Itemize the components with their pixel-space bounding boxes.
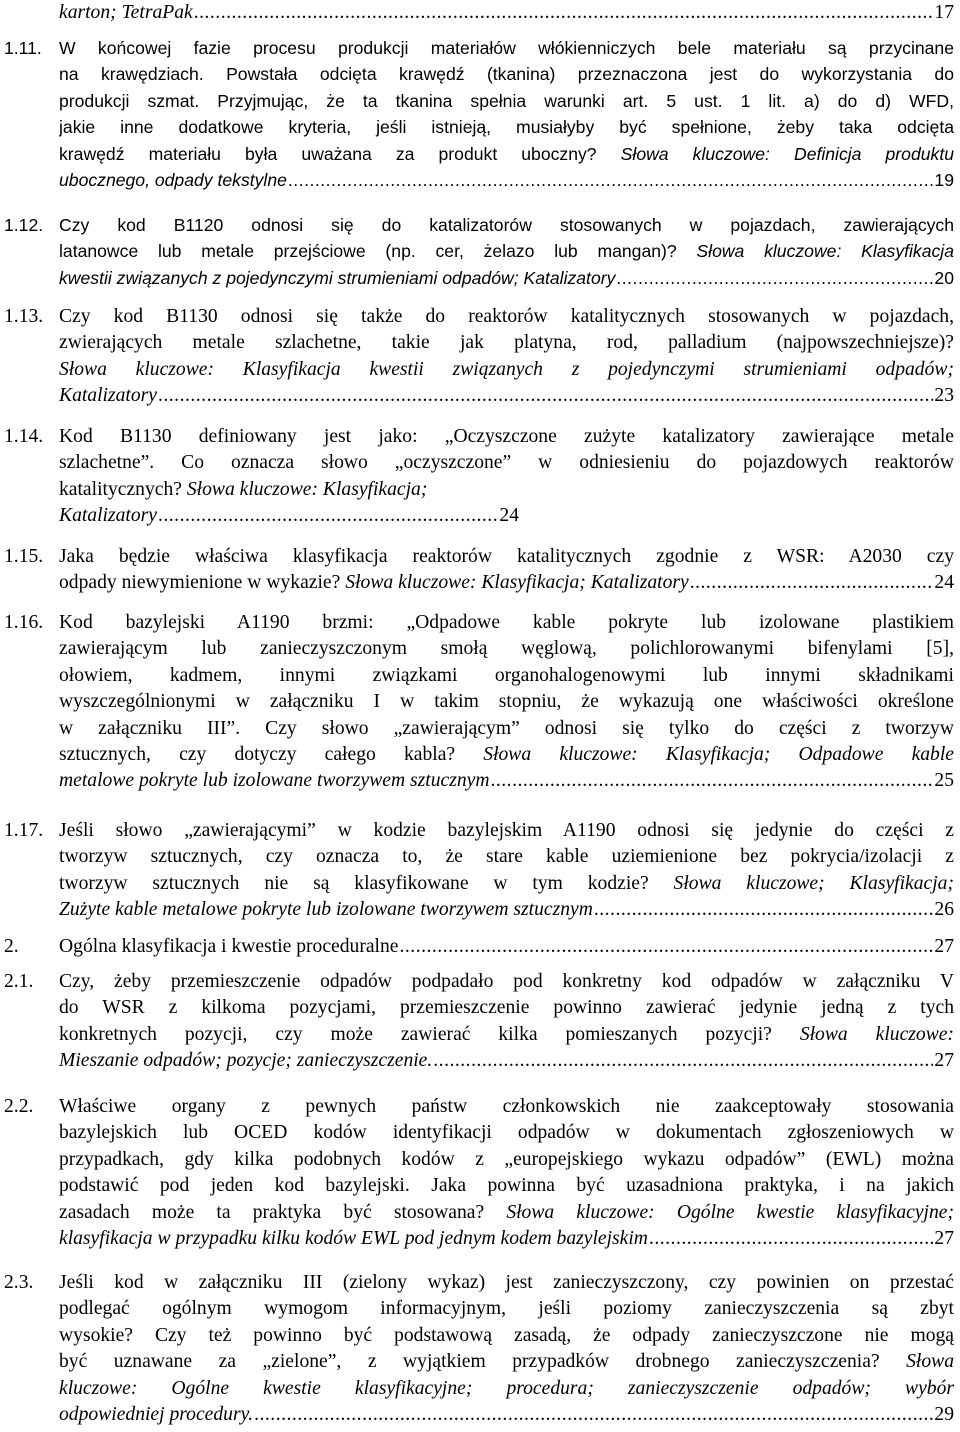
keywords-text: Słowa kluczowe: Klasyfikacja kwestii związanych z pojedynczymi strumieniami odpadów;: [59, 358, 954, 380]
toc-line: [59, 768, 954, 794]
page-number: 27: [934, 936, 954, 957]
keywords-text: Słowa kluczowe: Klasyfikacja;: [186, 478, 428, 500]
toc-line: [59, 1048, 954, 1074]
entry-text: katalitycznych?: [59, 478, 187, 500]
keywords-text: ubocznego, odpady tekstylne: [59, 169, 287, 190]
page-number: 25: [934, 770, 954, 792]
toc-line: [59, 167, 954, 193]
page-number: 27: [934, 1050, 954, 1072]
keywords-text: metalowe pokryte lub izolowane tworzywem sztucznym: [59, 770, 490, 792]
keywords-text: Katalizatory: [59, 385, 157, 407]
entry-line: do WSR z kilkoma pozycjami, przemieszczenie powinno zawierać jedynie jedną z tych: [59, 997, 954, 1019]
toc-line: [59, 1226, 954, 1252]
toc-line: [59, 1402, 954, 1428]
toc-line: [59, 383, 954, 409]
entry-text: być uznawane za „zielone”, z wyjątkiem przypadków drobnego zanieczyszczenia?: [59, 1351, 907, 1373]
toc-line: [59, 897, 954, 923]
section-number: 1.17.: [4, 820, 44, 841]
entry-line: tworzyw sztucznych, czy oznacza to, że stare kable uziemienione bez pokrycia/izolacji z: [59, 846, 954, 868]
entry-line: Czy, żeby przemieszczenie odpadów podpadało pod konkretny kod odpadów w załączniku V: [59, 971, 954, 992]
section-number: 2.: [4, 936, 19, 957]
dot-leader: [490, 768, 933, 794]
keywords-text: Katalizatory: [59, 505, 157, 527]
dot-leader: [433, 1048, 933, 1074]
entry-line: [59, 1022, 954, 1048]
keywords-text: Słowa kluczowe: Klasyfikacja: [696, 241, 954, 262]
entry-line: Kod B1130 definiowany jest jako: „Oczyszczone zużyte katalizatory zawierające metale: [59, 426, 954, 447]
page-number: 19: [934, 169, 954, 190]
entry-line: w załączniku III”. Czy słowo „zawierającym” odnosi się tylko do części z tworzyw: [59, 717, 954, 739]
entry-line: na krawędziach. Powstała odcięta krawędź (tkanina) przeznaczona jest do wykorzystania do: [59, 64, 954, 85]
entry-text: tworzyw sztucznych nie są klasyfikowane w tym kodzie?: [59, 872, 674, 894]
entry-line: Właściwe organy z pewnych państw członkowskich nie zaakceptowały stosowania: [59, 1096, 954, 1117]
page-number: 17: [934, 2, 954, 23]
keywords-text: klasyfikacja w przypadku kilku kodów EWL pod jednym kodem bazylejskim: [59, 1227, 648, 1249]
section-number: 2.2.: [4, 1096, 34, 1117]
toc-line: [59, 570, 954, 596]
page-number: 29: [934, 1403, 954, 1425]
entry-line: przypadkach, gdy kilka podobnych kodów z „europejskiego wykazu odpadów” (EWL) można: [59, 1148, 954, 1170]
keywords-text: Słowa kluczowe: Definicja produktu: [620, 143, 954, 164]
entry-line: [59, 742, 954, 768]
entry-text: zasadach może ta praktyka być stosowana?: [59, 1201, 507, 1223]
entry-text: sztucznych, czy dotyczy całego kabla?: [59, 743, 484, 765]
dot-leader: [288, 167, 934, 193]
entry-line: Jeśli słowo „zawierającymi” w kodzie bazylejskim A1190 odnosi się jedynie do części z: [59, 820, 954, 841]
dot-leader: [649, 1226, 933, 1252]
entry-text: latanowce lub metale przejściowe (np. cer, żelazo lub mangan)?: [59, 241, 697, 262]
toc-line: [59, 503, 519, 529]
entry-line: szlachetne”. Co oznacza słowo „oczyszczone” w odniesieniu do pojazdowych reaktorów: [59, 452, 954, 474]
entry-line: [59, 871, 954, 897]
entry-line: Czy kod B1130 odnosi się także do reaktorów katalitycznych stosowanych w pojazdach,: [59, 306, 954, 327]
section-number: 1.13.: [4, 306, 44, 327]
section-number: 1.12.: [4, 215, 44, 235]
keywords-text: karton; TetraPak: [59, 2, 193, 23]
page-number: 23: [934, 385, 954, 407]
toc-line: [59, 0, 954, 26]
entry-line: zawierającym lub zanieczyszczonym smołą węglową, polichlorowanymi bifenylami [5],: [59, 638, 954, 660]
section-number: 2.1.: [4, 971, 34, 992]
entry-line: jakie inne dodatkowe kryteria, jeśli istnieją, musiałyby być spełnione, żeby taka odcięta: [59, 117, 954, 138]
keywords-text: Słowa: [906, 1351, 954, 1373]
dot-leader: [158, 503, 498, 529]
section-number: 1.14.: [4, 426, 44, 447]
entry-line: podlegać ogólnym wymogom informacyjnym, jeśli poziomy zanieczyszczenia są zbyt: [59, 1298, 954, 1320]
entry-text: odpady niewymienione w wykazie?: [59, 572, 341, 594]
section-title: Ogólna klasyfikacja i kwestie proceduralne: [59, 936, 399, 957]
dot-leader: [254, 1402, 933, 1428]
entry-line: Jeśli kod w załączniku III (zielony wykaz) jest zanieczyszczony, czy powinien on przestać: [59, 1272, 954, 1293]
dot-leader: [194, 0, 934, 26]
page-number: 24: [499, 505, 519, 527]
keywords-text: Słowa kluczowe: Ogólne kwestie klasyfikacyjne;: [506, 1201, 954, 1223]
keywords-text: Słowa kluczowe; Klasyfikacja;: [673, 872, 954, 894]
entry-line: ołowiem, kadmem, innymi związkami organohalogenowymi lub innymi składnikami: [59, 664, 954, 686]
entry-line: bazylejskich lub OCED kodów identyfikacji odpadów w dokumentach zgłoszeniowych w: [59, 1122, 954, 1144]
toc-line: [59, 265, 954, 291]
entry-line: zwierających metale szlachetne, takie jak platyna, rod, palladium (najpowszechniejsze)?: [59, 332, 954, 354]
keywords-text: kwestii związanych z pojedynczymi strumieniami odpadów; Katalizatory: [59, 267, 616, 288]
section-number: 1.15.: [4, 546, 44, 567]
entry-line: Kod bazylejski A1190 brzmi: „Odpadowe kable pokryte lub izolowane plastikiem: [59, 612, 954, 633]
keywords-text: kluczowe: Ogólne kwestie klasyfikacyjne; procedura; zanieczyszczenie odpadów; wybór: [59, 1377, 954, 1399]
entry-line: podstawić pod jeden kod bazylejski. Jaka powinna być uzasadniona praktyka, i na jakich: [59, 1175, 954, 1197]
entry-line: wysokie? Czy też powinno być podstawową zasadą, że odpady zanieczyszczone nie mogą: [59, 1324, 954, 1346]
dot-leader: [158, 383, 933, 409]
entry-text: krawędź materiału była uważana za produkt uboczny?: [59, 143, 621, 164]
keywords-text: Słowa kluczowe: Klasyfikacja; Odpadowe kable: [483, 743, 954, 765]
entry-line: [59, 141, 954, 167]
keywords-text: odpowiedniej procedury.: [59, 1403, 254, 1425]
entry-line: [59, 1200, 954, 1226]
dot-leader: [616, 265, 933, 291]
section-number: 1.11.: [4, 38, 42, 58]
keywords-text: Słowa kluczowe:: [799, 1023, 954, 1045]
entry-line: W końcowej fazie procesu produkcji materiałów włókienniczych bele materiału są przycinane: [59, 38, 954, 58]
entry-line: [59, 477, 954, 503]
page-number: 27: [934, 1227, 954, 1249]
entry-line: produkcji szmat. Przyjmując, że ta tkanina spełnia warunki art. 5 ust. 1 lit. a) do d) WFD,: [59, 90, 954, 111]
entry-line: wyszczególnionymi w załączniku I w takim stopniu, że wykazują one właściwości określone: [59, 691, 954, 713]
keywords-text: Mieszanie odpadów; pozycje; zanieczyszczenie.: [59, 1050, 433, 1072]
dot-leader: [690, 570, 934, 596]
section-number: 2.3.: [4, 1272, 34, 1293]
dot-leader: [594, 897, 934, 923]
keywords-text: Zużyte kable metalowe pokryte lub izolowane tworzywem sztucznym: [59, 899, 593, 921]
keywords-text: Słowa kluczowe: Klasyfikacja; Katalizatory: [345, 572, 689, 594]
page-number: 24: [934, 572, 954, 594]
entry-line: Jaka będzie właściwa klasyfikacja reaktorów katalitycznych zgodnie z WSR: A2030 czy: [59, 546, 954, 567]
entry-text: konkretnych pozycji, czy może zawierać kilka pomieszanych pozycji?: [59, 1023, 800, 1045]
entry-line: [59, 1349, 954, 1375]
toc-line: [59, 934, 954, 960]
page-number: 26: [934, 899, 954, 921]
page-number: 20: [934, 267, 954, 288]
entry-line: [59, 238, 954, 264]
entry-line: Czy kod B1120 odnosi się do katalizatorów stosowanych w pojazdach, zawierających: [59, 215, 954, 235]
section-number: 1.16.: [4, 612, 44, 633]
dot-leader: [400, 934, 934, 960]
